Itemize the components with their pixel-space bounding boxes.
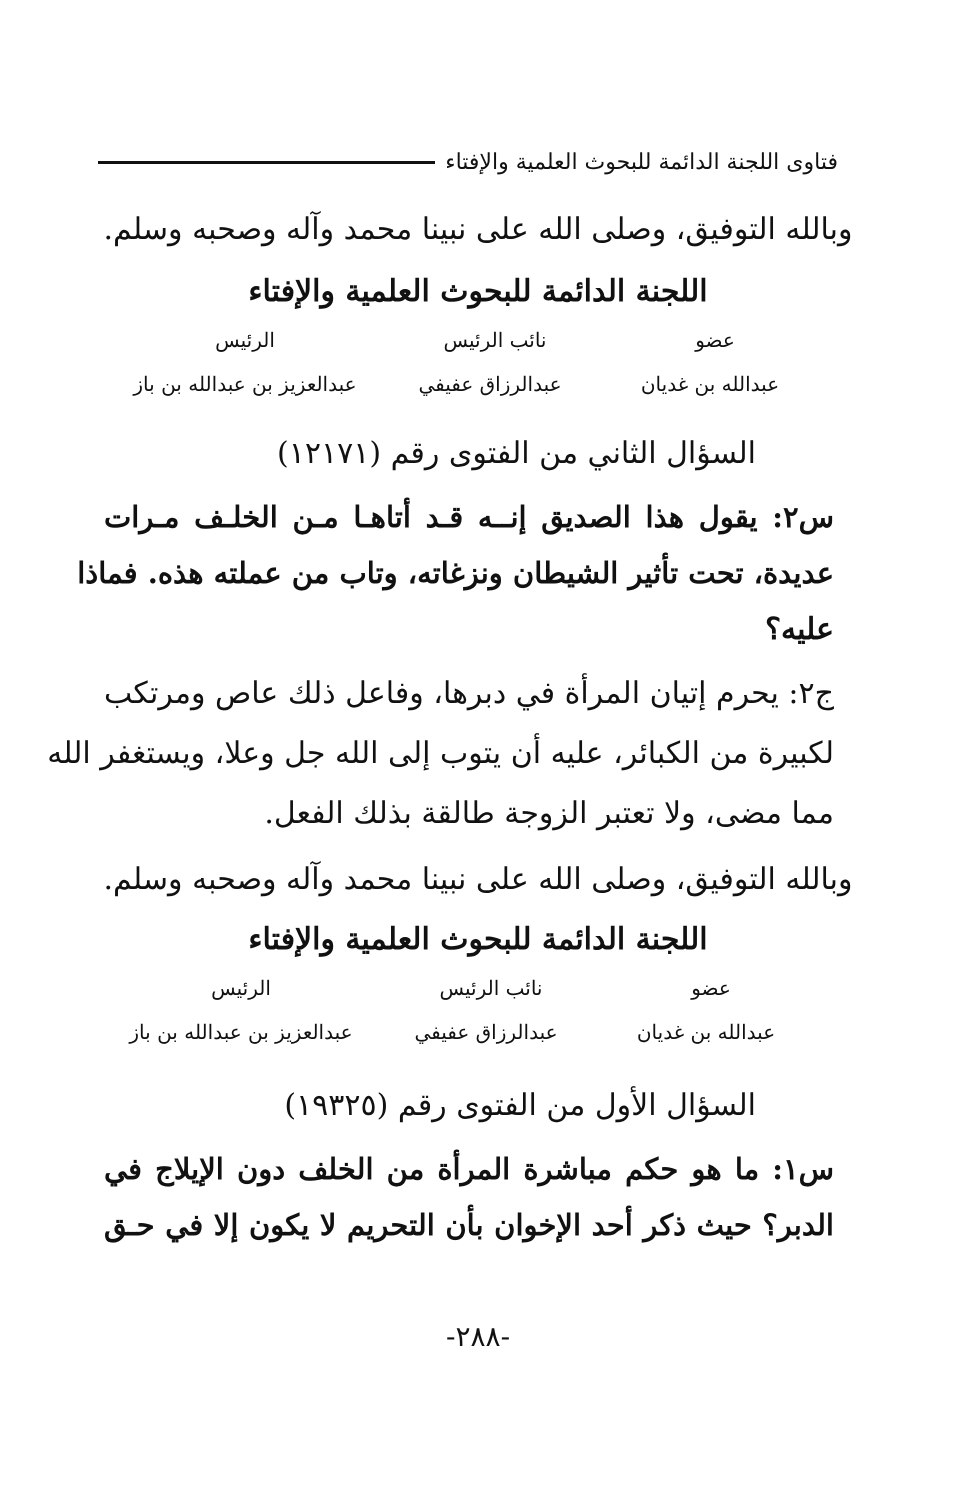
answer-line: لكبيرة من الكبائر، عليه أن يتوب إلى الله جل وعلا، ويستغفر الله bbox=[47, 736, 834, 771]
question-line: س٢: يقول هذا الصديق إنــه قـد أتاهـا مـن الخلـف مـرات bbox=[104, 500, 834, 534]
fatwa-heading: السؤال الثاني من الفتوى رقم (١٢١٧١) bbox=[277, 436, 756, 471]
answer-line: مما مضى، ولا تعتبر الزوجة طالقة بذلك الفعل. bbox=[264, 796, 834, 831]
signatory-role: نائب الرئيس bbox=[439, 976, 543, 1000]
signatory-name: عبدالرزاق عفيفي bbox=[414, 1020, 558, 1044]
signatory-name: عبدالعزيز بن عبدالله بن باز bbox=[129, 1020, 353, 1044]
signatory-role: الرئيس bbox=[211, 976, 271, 1000]
signatory-role: عضو bbox=[695, 328, 735, 352]
committee-title: اللجنة الدائمة للبحوث العلمية والإفتاء bbox=[248, 922, 708, 957]
signatory-role: نائب الرئيس bbox=[443, 328, 547, 352]
header-title: فتاوى اللجنة الدائمة للبحوث العلمية والإفتاء bbox=[445, 149, 838, 175]
fatwa-heading: السؤال الأول من الفتوى رقم (١٩٣٢٥) bbox=[284, 1088, 756, 1123]
running-header bbox=[98, 142, 838, 182]
signatory-name: عبدالعزيز بن عبدالله بن باز bbox=[133, 372, 357, 396]
signatory-role: الرئيس bbox=[215, 328, 275, 352]
question-line: الدبر؟ حيث ذكر أحد الإخوان بأن التحريم لا يكون إلا في حـق bbox=[104, 1208, 834, 1242]
page-number: -٢٨٨- bbox=[445, 1320, 511, 1353]
closing-line: وبالله التوفيق، وصلى الله على نبينا محمد وآله وصحبه وسلم. bbox=[103, 862, 853, 897]
closing-line: وبالله التوفيق، وصلى الله على نبينا محمد وآله وصحبه وسلم. bbox=[103, 212, 853, 247]
committee-title: اللجنة الدائمة للبحوث العلمية والإفتاء bbox=[248, 274, 708, 309]
signatory-name: عبدالله بن غديان bbox=[636, 1020, 776, 1044]
question-line: عليه؟ bbox=[765, 612, 834, 647]
signatory-role: عضو bbox=[691, 976, 731, 1000]
question-line: س١: ما هو حكم مباشرة المرأة من الخلف دون الإيلاج في bbox=[104, 1152, 834, 1186]
answer-line: ج٢: يحرم إتيان المرأة في دبرها، وفاعل ذلك عاص ومرتكب bbox=[103, 676, 834, 711]
signatory-name: عبدالرزاق عفيفي bbox=[418, 372, 562, 396]
signatory-name: عبدالله بن غديان bbox=[640, 372, 780, 396]
header-rule bbox=[98, 161, 435, 164]
question-line: عديدة، تحت تأثير الشيطان ونزغاته، وتاب من عملته هذه. فماذا bbox=[77, 556, 834, 590]
